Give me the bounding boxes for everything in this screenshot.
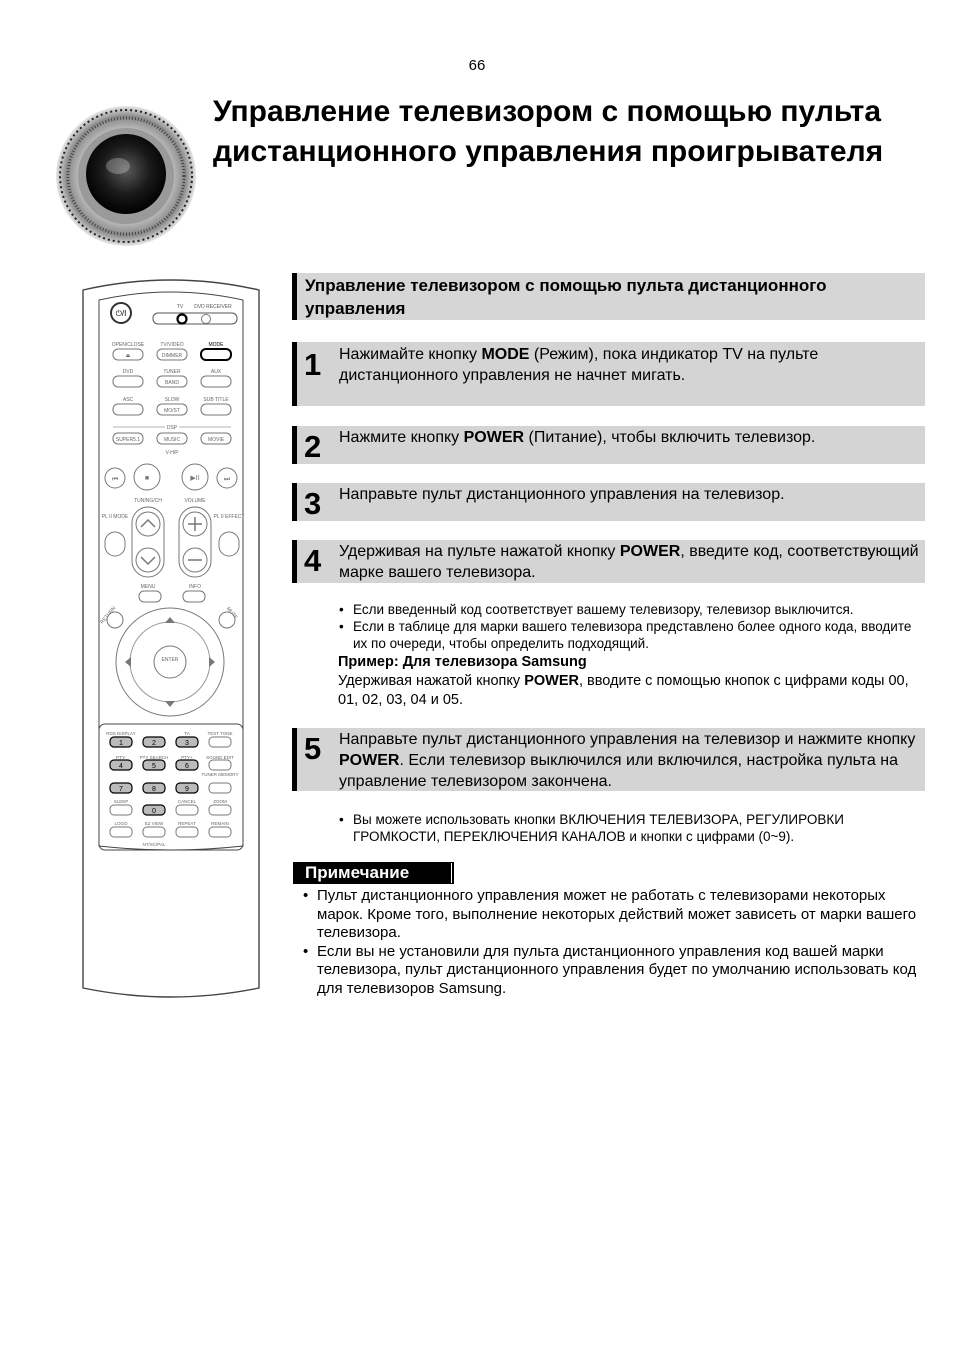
step-text: Удерживая на пульте нажатой кнопку POWER, введите код, соответствующий марке вашего телевизора. [339,543,919,581]
list-item: • Вы можете использовать кнопки ВКЛЮЧЕНИЯ ТЕЛЕВИЗОРА, РЕГУЛИРОВКИ ГРОМКОСТИ, ПЕРЕКЛЮЧЕНИЯ КАНАЛОВ и кнопки с цифрами (0~9). [338,811,918,845]
label-mode: MODE [208,342,224,348]
num-6: 6 [185,763,189,770]
pty-plus-label: PTY+ [181,755,193,760]
num-9: 9 [185,786,189,793]
label-open-close: OPEN/CLOSE [111,342,145,348]
ntsc-label: NT/SC/PAL [142,842,166,847]
label-subtitle: SUB TITLE [203,397,229,403]
tuning-label: TUNING/CH [134,498,162,504]
label-asc: ASC [122,397,134,403]
label-tv-video: TV/VIDEO [160,342,184,348]
stop-icon: ■ [144,475,150,482]
rds-display-label: RDS DISPLAY [106,731,136,736]
title-line-1: Управление телевизором с помощью пульта [213,95,882,128]
step-text: Направьте пульт дистанционного управления на телевизор и нажмите кнопку POWER. Если телевизор выключился или включился, настройка пульта на управление телевизором закончена. [339,731,916,790]
note-list [302,887,932,998]
num-8: 8 [152,786,156,793]
list-item: • Если в таблице для марки вашего телевизора представлено более одного кода, вводите их по очереди, чтобы определить подходящий. [338,618,918,652]
label-dsp: DSP [166,425,178,431]
remote-control-illustration [73,276,269,1001]
pty-search-label: PTY SEARCH [139,755,169,760]
label-dvd: DVD [122,369,134,375]
menu-label: MENU [140,584,156,590]
power-icon: ⏻/I [115,309,127,318]
step-text: Нажимайте кнопку MODE (Режим), пока индикатор TV на пульте дистанционного управления не начнет мигать. [339,346,819,384]
switch-label-dvd: DVD RECEIVER [194,304,232,310]
title-line-2: дистанционного управления проигрывателя [213,135,884,168]
step-4-details [338,601,918,710]
list-item: • Если вы не установили для пульта дистанционного управления код вашей марки телевизора, пульт дистанционного управления будет по умолчанию использовать код для телевизоров Samsung. [302,943,932,999]
step-3 [292,483,925,521]
remain-label: REMAIN [211,821,229,826]
num-4: 4 [119,763,123,770]
note-label: Примечание [293,862,454,884]
step-number: 2 [304,429,322,464]
page-number: 66 [468,57,486,74]
tv-indicator [178,315,187,324]
next-icon: ⏭ [223,476,231,483]
mode-button [201,349,231,360]
step-number: 5 [304,731,322,766]
test-tone-label: TEST TONE [207,731,233,736]
example-title: Пример: Для телевизора Samsung [338,654,587,670]
prev-icon: ⏮ [111,476,119,483]
ez-view-label: EZ VIEW [144,821,164,826]
step-text: Направьте пульт дистанционного управления на телевизор. [339,486,785,503]
music-label: MUSIC [163,437,181,443]
num-2: 2 [152,740,156,747]
enter-label: ENTER [161,657,179,663]
speaker-graphic [54,92,199,258]
step-number: 4 [304,543,322,578]
info-label: INFO [189,584,201,590]
step-4 [292,540,925,583]
play-pause-icon: ▶II [190,475,200,482]
band-button-label: BAND [165,380,179,386]
logo-label: LOGO [114,821,128,826]
label-aux: AUX [210,369,222,375]
num-0: 0 [152,808,156,815]
label-slow: SLOW [164,397,180,403]
num-7: 7 [119,786,123,793]
page-title [213,92,943,172]
eject-icon: ⏏ [125,353,131,359]
step-text: Нажмите кнопку POWER (Питание), чтобы включить телевизор. [339,429,816,446]
zoom-label: ZOOM [213,799,227,804]
sleep-label: SLEEP [113,799,129,804]
volume-label: VOLUME [184,498,206,504]
movie-label: MOVIE [207,437,225,443]
super51-label: SUPER5.1 [115,437,141,443]
label-tuner: TUNER [163,369,181,375]
ta-label: TA [184,731,190,736]
step-5-details [338,811,918,845]
step-number: 3 [304,486,322,521]
dimmer-button-label: DIMMER [161,353,183,359]
num-3: 3 [185,740,189,747]
list-item: • Если введенный код соответствует вашему телевизору, телевизор выключится. [338,601,918,618]
most-button-label: MO/ST [164,408,180,414]
step-1 [292,342,925,406]
step-number: 1 [304,347,322,382]
example-text: Удерживая нажатой кнопку POWER, вводите с помощью кнопок с цифрами коды 00, 01, 02, 03, 04 и 05. [338,673,909,708]
sound-edit-label: SOUND EDIT [206,755,234,760]
pl2-mode-label: PL II MODE [101,514,129,520]
vhp-label: V-H/P [165,450,179,456]
list-item: • Пульт дистанционного управления может не работать с телевизорами некоторых марок. Кроме того, выполнение некоторых действий может зависеть от марки вашего телевизора. [302,887,932,943]
pl2-effect-label: PL II EFFECT [213,514,245,520]
num-1: 1 [119,740,123,747]
tuner-memory-label: TUNER MEMORY [201,772,239,777]
repeat-label: REPEAT [178,821,196,826]
num-5: 5 [152,763,156,770]
step-5 [292,728,925,791]
step-2 [292,426,925,464]
section-header: Управление телевизором с помощью пульта дистанционного управления [292,273,925,320]
pty-minus-label: PTY- [116,755,126,760]
switch-label-tv: TV [176,304,184,310]
cancel-label: CANCEL [177,799,197,804]
